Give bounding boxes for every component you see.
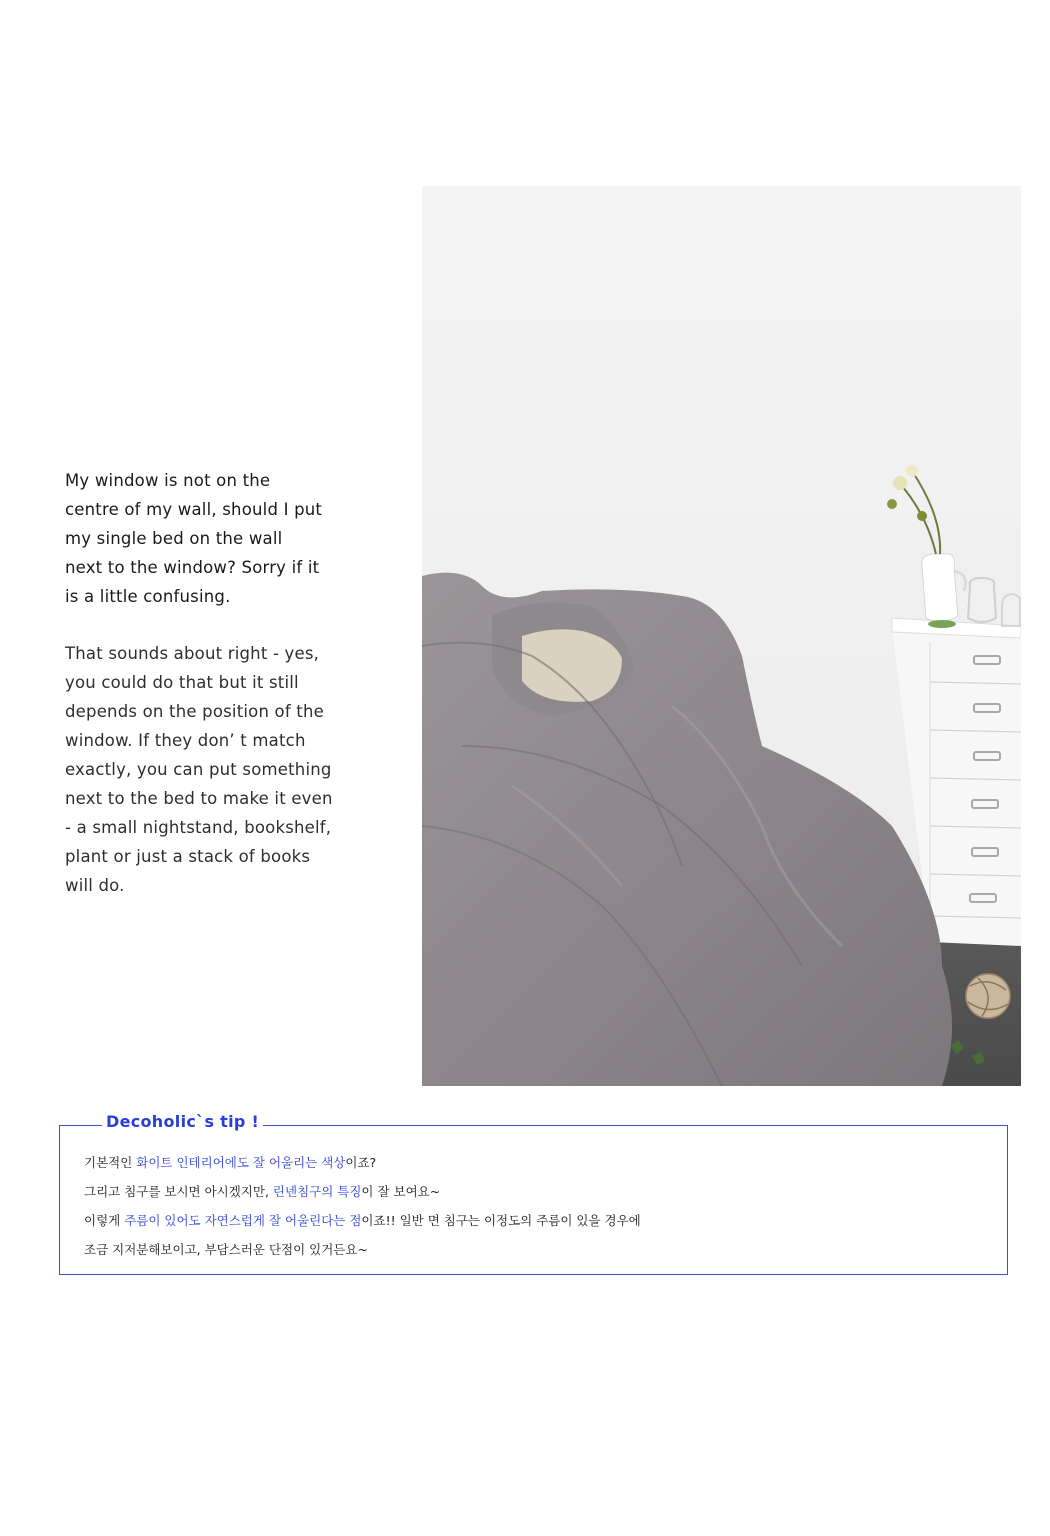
answer-line: exactly, you can put something bbox=[65, 760, 332, 779]
answer-line: will do. bbox=[65, 876, 125, 895]
question-line: My window is not on the bbox=[65, 471, 271, 490]
tip-line bbox=[84, 1148, 641, 1177]
question-text bbox=[65, 466, 355, 611]
tip-line bbox=[84, 1206, 641, 1235]
question-line: my single bed on the wall bbox=[65, 529, 283, 548]
tip-highlight: 린넨침구의 특징 bbox=[272, 1184, 362, 1199]
tip-lines bbox=[84, 1148, 641, 1264]
tip-text: 이렇게 bbox=[84, 1213, 125, 1228]
tip-title: Decoholic`s tip ! bbox=[102, 1112, 263, 1131]
tip-highlight: 주름이 있어도 자연스럽게 잘 어울린다는 점 bbox=[124, 1213, 362, 1228]
tip-box bbox=[59, 1112, 1008, 1275]
tip-text: 이죠? bbox=[345, 1155, 377, 1170]
bedroom-illustration bbox=[422, 186, 1021, 1086]
tip-highlight: 화이트 인테리어에도 잘 어울리는 색상 bbox=[136, 1155, 346, 1170]
answer-line: depends on the position of the bbox=[65, 702, 324, 721]
answer-line: - a small nightstand, bookshelf, bbox=[65, 818, 332, 837]
answer-text bbox=[65, 639, 355, 900]
tip-text: 이죠!! 일반 면 침구는 이정도의 주름이 있을 경우에 bbox=[361, 1213, 641, 1228]
tip-line bbox=[84, 1177, 641, 1206]
question-line: next to the window? Sorry if it bbox=[65, 558, 320, 577]
tip-text: 조금 지저분해보이고, 부담스러운 단점이 있거든요~ bbox=[84, 1242, 368, 1257]
answer-line: you could do that but it still bbox=[65, 673, 299, 692]
tip-text: 이 잘 보여요~ bbox=[361, 1184, 441, 1199]
answer-line: window. If they don’ t match bbox=[65, 731, 306, 750]
text-column bbox=[65, 466, 355, 900]
tip-text: 기본적인 bbox=[84, 1155, 137, 1170]
answer-line: That sounds about right - yes, bbox=[65, 644, 320, 663]
question-line: is a little confusing. bbox=[65, 587, 231, 606]
bedroom-photo bbox=[422, 186, 1021, 1086]
tip-line bbox=[84, 1235, 641, 1264]
tip-text: 그리고 침구를 보시면 아시겠지만, bbox=[84, 1184, 273, 1199]
question-line: centre of my wall, should I put bbox=[65, 500, 323, 519]
answer-line: next to the bed to make it even bbox=[65, 789, 333, 808]
answer-line: plant or just a stack of books bbox=[65, 847, 311, 866]
